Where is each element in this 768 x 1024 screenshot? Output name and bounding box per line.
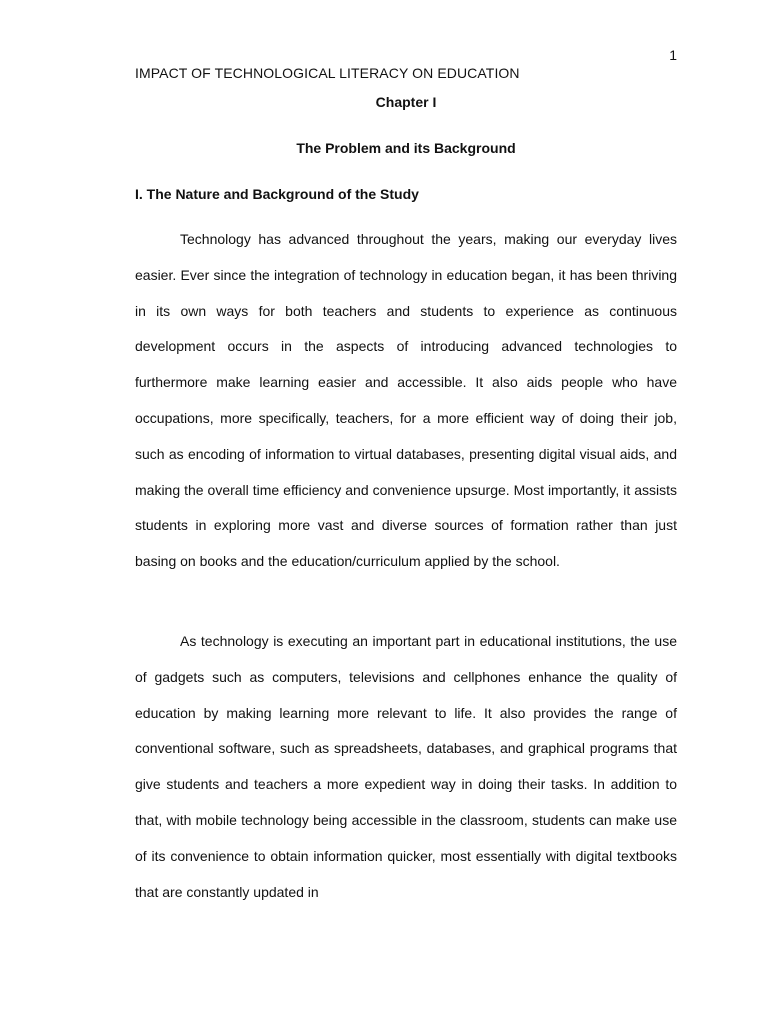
subsection-title: I. The Nature and Background of the Study — [135, 186, 419, 202]
page-number: 1 — [669, 47, 677, 63]
chapter-title: Chapter I — [375, 94, 437, 110]
body-paragraph: As technology is executing an important part in educational institutions, the use of gadgets such as computers, televisions and cellphones enhance the quality of education by making learning more relevant to life. It also provides the range of conventional software, such as spreadsheets, databases, and graphical programs that give students and teachers a more expedient way in doing their tasks. In addition to that, with mobile technology being accessible in the classroom, students can make use of its convenience to obtain information quicker, most essentially with digital textbooks that are constantly updated in — [135, 633, 677, 900]
section-title: The Problem and its Background — [296, 140, 516, 156]
running-head: IMPACT OF TECHNOLOGICAL LITERACY ON EDUCATION — [135, 65, 520, 81]
body-paragraph: Technology has advanced throughout the years, making our everyday lives easier. Ever since the integration of technology in education began, it has been thriving in its own ways for both teachers and students to experience as continuous development occurs in the aspects of introducing advanced technologies to furthermore make learning easier and accessible. It also aids people who have occupations, more specifically, teachers, for a more efficient way of doing their job, such as encoding of information to virtual databases, presenting digital visual aids, and making the overall time efficiency and convenience upsurge. Most importantly, it assists students in exploring more vast and diverse sources of formation rather than just basing on books and the education/curriculum applied by the school. — [135, 231, 677, 570]
